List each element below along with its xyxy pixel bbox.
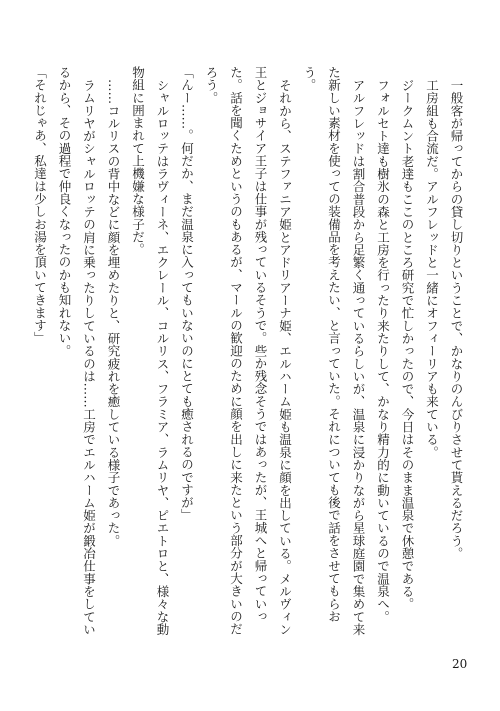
page-number: 20	[452, 657, 468, 671]
paragraph: ……コルリスの背中などに顔を埋めたりと、研究疲れを癒している様子であった。	[106, 78, 121, 547]
paragraph: フォルセト達も樹氷の森と工房を行ったり来たりして、かなり精力的に動いているので温泉へ。	[375, 78, 391, 623]
paragraph: ジークムント老達もここのところ研究で忙しかったので、今日はそのまま温泉で休憩である。	[400, 78, 415, 610]
paragraph: シャルロッテはラヴィーネ、エクレール、コルリス、フラミア、ラムリヤ、ピエトロと、様々な動物組に囲まれて上機嫌な様子だ。	[130, 66, 170, 636]
dialogue-line: 「それじゃあ、私達は少しお湯を頂いてきます」	[32, 66, 48, 345]
paragraph: それから、ステファニア姫とアドリアーナ姫、エルハーム姫も温泉に顔を出している。メルヴィン王とジョサイア王子は仕事が残っているそうで。些か残念そうではあったが、王城へと帰っていった。話を聞くためというのもあるが、マールの歓迎のために顔を出しに来たという部分が大きいのだろう。	[204, 66, 293, 636]
body-text	[28, 66, 468, 641]
paragraph: 工房組も合流だ。アルフレッドと一緒にオフィーリアも来ている。	[424, 78, 440, 458]
dialogue-line: 「んー……。何だか、まだ温泉に入ってもいないのにとても癒されるのですが」	[179, 66, 195, 522]
paragraph: アルフレッドは割合普段から足繁く通っているらしいが、温泉に浸かりながら星球庭園で集めて来た新しい素材を使っての装備品を考えたい、と言っていた。それについても後で話をさせてもらおう。	[302, 66, 366, 636]
paragraph: ラムリヤがシャルロッテの肩に乗ったりしているのは……工房でエルハーム姫が鍛冶仕事をしているから、その過程で仲良くなったのかも知れない。	[57, 66, 97, 636]
paragraph: 一般客が帰ってからの貸し切りということで、かなりのんびりさせて貰えるだろう。	[449, 78, 464, 560]
